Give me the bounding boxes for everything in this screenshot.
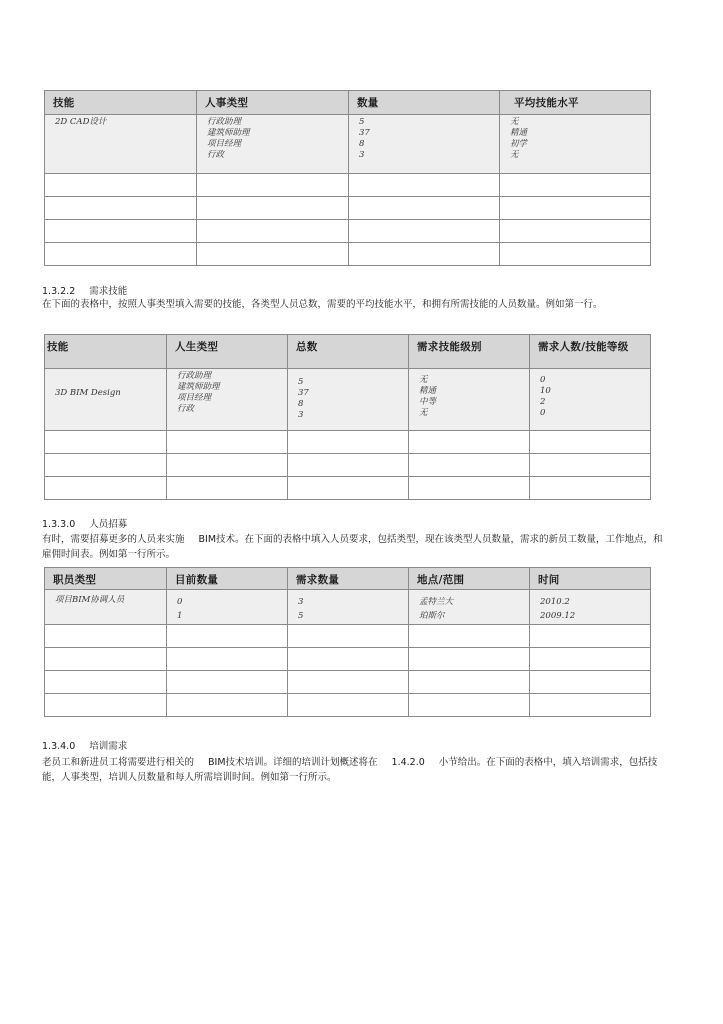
section-number: 1.3.2.2 (42, 286, 76, 297)
section-heading (42, 740, 127, 753)
empty-row (45, 671, 651, 694)
cell-type: 行政 (207, 150, 225, 160)
section-heading (42, 518, 127, 531)
cell-level: 精通 (419, 386, 437, 396)
cell-count: 5 (359, 117, 365, 127)
cell-level: 无 (419, 408, 428, 418)
section-title: 人员招募 (89, 519, 128, 530)
empty-row (45, 648, 651, 671)
section-paragraph (42, 533, 667, 562)
cell-type: 行政助理 (177, 371, 212, 381)
cell-level: 无 (510, 150, 519, 160)
cell-count: 37 (359, 128, 370, 138)
cell-level: 无 (510, 117, 519, 127)
section-title: 培训需求 (89, 741, 128, 752)
cell-type: 项目经理 (207, 139, 242, 149)
cell-skill: 3D BIM Design (55, 388, 121, 398)
cell-needed: 2 (540, 397, 546, 407)
empty-row (45, 694, 651, 717)
header-location: 地点/范围 (409, 568, 530, 590)
section-paragraph: 在下面的表格中，按照人事类型填入需要的技能，各类型人员总数，需要的平均技能水平，和拥有所需技能的人员数量。例如第一行。 (42, 299, 603, 310)
paragraph-text: 小节给出。在下面的表格中，填入培训需求，包括技能，人事类型，培训人员数量和每人所需培训时间。例如第一行所示。 (42, 757, 658, 783)
cell-count: 3 (359, 150, 365, 160)
cell-needed: 3 (298, 597, 304, 607)
section-paragraph (42, 756, 667, 785)
cell-location: 孟特兰大 (419, 597, 454, 607)
cell-type: 行政 (177, 404, 195, 414)
empty-row (45, 243, 651, 266)
header-avg-level: 平均技能水平 (500, 91, 651, 115)
empty-row (45, 477, 651, 500)
cell-type: 项目经理 (177, 393, 212, 403)
header-skill: 技能 (45, 335, 167, 369)
cell-time: 2010.2 (540, 597, 570, 607)
cell-type: 建筑师助理 (177, 382, 220, 392)
paragraph-text: 有时，需要招募更多的人员来实施 (42, 534, 185, 545)
cell-count: 8 (298, 399, 304, 409)
cell-needed: 10 (540, 386, 551, 396)
empty-row (45, 220, 651, 243)
header-required-count: 需求人数/技能等级 (530, 335, 651, 369)
paragraph-text: BIM技术培训。详细的培训计划概述将在 (208, 757, 378, 768)
cell-needed: 5 (298, 611, 304, 621)
empty-row (45, 174, 651, 197)
cell-count: 8 (359, 139, 365, 149)
paragraph-text: BIM技术。在下面的表格中填入人员要求，包括类型，现在该类型人员数量，需求的新员工数量，工作地点，和雇佣时间表。例如第一行所示。 (42, 534, 663, 560)
header-current-count: 目前数量 (167, 568, 288, 590)
header-time: 时间 (530, 568, 651, 590)
cell-type: 建筑师助理 (207, 128, 250, 138)
section-heading (42, 285, 127, 298)
header-staff-type: 人生类型 (167, 335, 288, 369)
paragraph-text: 老员工和新进员工将需要进行相关的 (42, 757, 195, 768)
cell-level: 初学 (510, 139, 528, 149)
cell-location: 珀斯尔 (419, 611, 445, 621)
header-total: 总数 (288, 335, 409, 369)
cell-count: 37 (298, 388, 309, 398)
cell-current: 0 (177, 597, 183, 607)
header-staff-type: 职员类型 (45, 568, 167, 590)
cell-count: 3 (298, 410, 304, 420)
header-staff-type: 人事类型 (197, 91, 349, 115)
section-number: 1.3.4.0 (42, 741, 76, 752)
recruitment-table (44, 567, 651, 717)
cell-level: 无 (419, 375, 428, 385)
empty-row (45, 454, 651, 477)
cell-type: 行政助理 (207, 117, 242, 127)
header-skill: 技能 (45, 91, 197, 115)
cell-current: 1 (177, 611, 183, 621)
section-number: 1.3.3.0 (42, 519, 76, 530)
cell-count: 5 (298, 377, 304, 387)
cell-time: 2009.12 (540, 611, 576, 621)
cell-level: 精通 (510, 128, 528, 138)
cell-needed: 0 (540, 375, 546, 385)
required-skills-table (44, 334, 651, 500)
section-title: 需求技能 (89, 286, 128, 297)
empty-row (45, 625, 651, 648)
header-required-level: 需求技能级别 (409, 335, 530, 369)
skills-table (44, 90, 651, 266)
header-count: 数量 (349, 91, 500, 115)
empty-row (45, 197, 651, 220)
cell-level: 中等 (419, 397, 437, 407)
cell-staff-type: 项目BIM协调人员 (55, 595, 125, 605)
empty-row (45, 431, 651, 454)
header-needed-count: 需求数量 (288, 568, 409, 590)
cell-skill: 2D CAD设计 (55, 117, 107, 127)
cell-needed: 0 (540, 408, 546, 418)
cross-reference: 1.4.2.0 (391, 757, 425, 768)
